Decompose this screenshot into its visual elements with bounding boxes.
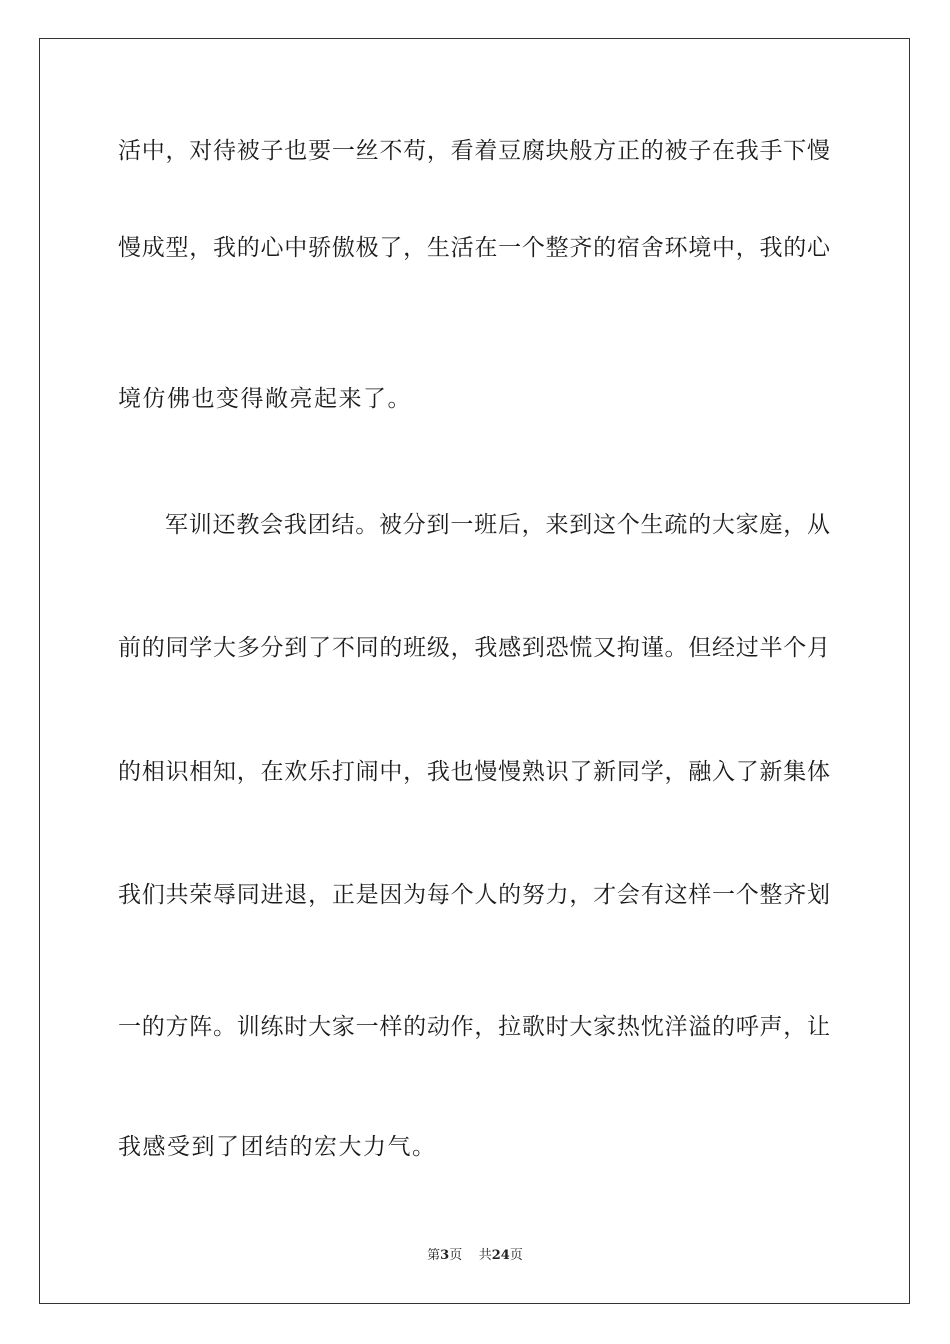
text-line-9: 我感受到了团结的宏大力气。 xyxy=(118,1134,437,1160)
text-line-3: 境仿佛也变得敞亮起来了。 xyxy=(118,386,412,412)
total-suffix: 页 xyxy=(509,1248,523,1263)
text-line-2: 慢成型，我的心中骄傲极了，生活在一个整齐的宿舍环境中，我的心 xyxy=(118,235,830,261)
text-line-6: 的相识相知，在欢乐打闹中，我也慢慢熟识了新同学，融入了新集体 xyxy=(118,759,830,785)
page-suffix: 页 xyxy=(449,1248,463,1263)
total-pages: 24 xyxy=(491,1248,510,1263)
page-prefix: 第 xyxy=(427,1248,441,1263)
page-footer xyxy=(0,1247,950,1265)
text-line-4: 军训还教会我团结。被分到一班后，来到这个生疏的大家庭，从 xyxy=(165,512,830,538)
page-number: 3 xyxy=(440,1248,450,1263)
text-line-7: 我们共荣辱同进退，正是因为每个人的努力，才会有这样一个整齐划 xyxy=(118,882,830,908)
total-prefix: 共 xyxy=(478,1248,492,1263)
text-line-1: 活中，对待被子也要一丝不苟，看着豆腐块般方正的被子在我手下慢 xyxy=(118,138,830,164)
text-line-5: 前的同学大多分到了不同的班级，我感到恐慌又拘谨。但经过半个月 xyxy=(118,635,830,661)
page-frame xyxy=(39,38,910,1304)
text-line-8: 一的方阵。训练时大家一样的动作，拉歌时大家热忱洋溢的呼声，让 xyxy=(118,1014,830,1040)
